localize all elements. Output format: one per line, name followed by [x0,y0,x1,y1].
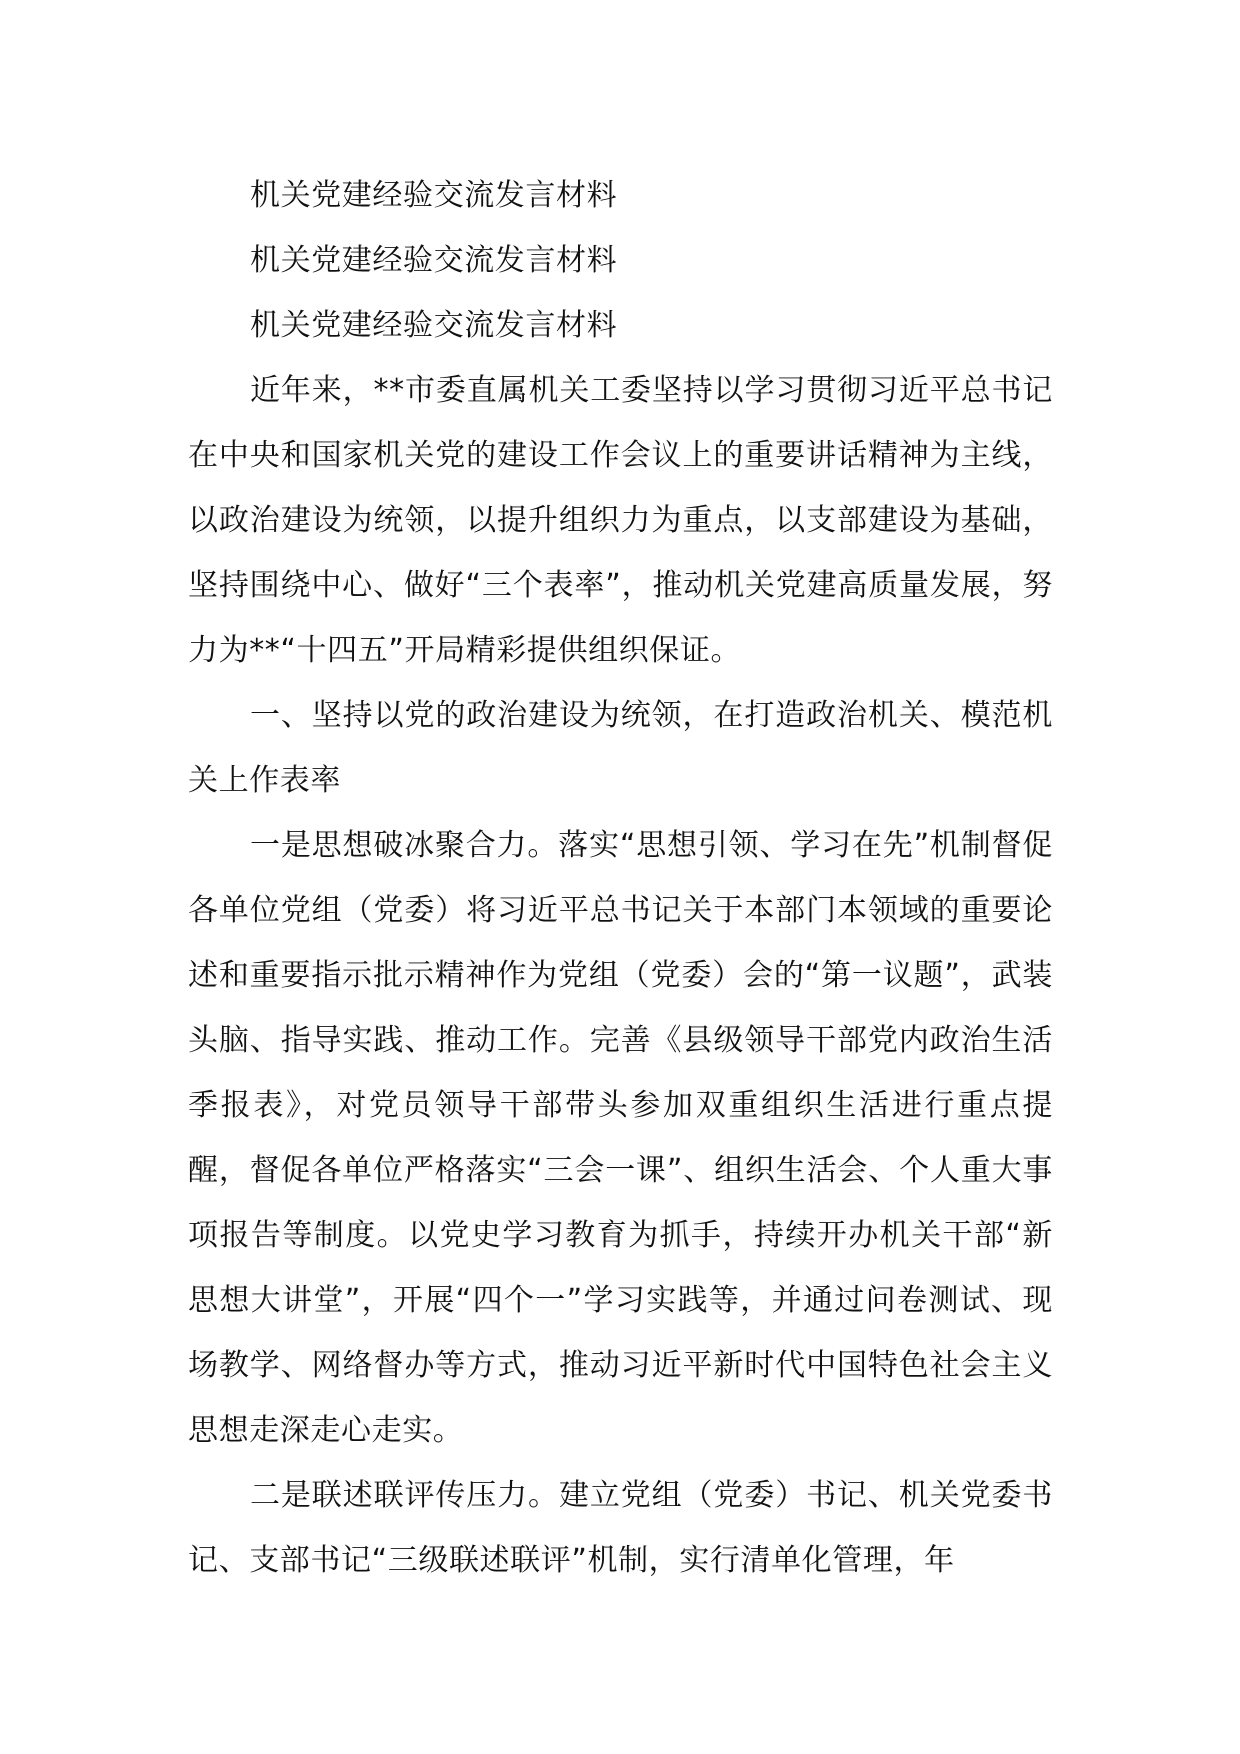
body-paragraph-2: 二是联述联评传压力。建立党组（党委）书记、机关党委书记、支部书记“三级联述联评”机制，实行清单化管理，年 [188,1478,1053,1578]
section-heading-1: 一、坚持以党的政治建设为统领，在打造政治机关、模范机关上作表率 [188,698,1053,798]
body-paragraph-1: 一是思想破冰聚合力。落实“思想引领、学习在先”机制督促各单位党组（党委）将习近平总书记关于本部门本领域的重要论述和重要指示批示精神作为党组（党委）会的“第一议题”，武装头脑、指导实践、推动工作。完善《县级领导干部党内政治生活季报表》，对党员领导干部带头参加双重组织生活进行重点提醒，督促各单位严格落实“三会一课”、组织生活会、个人重大事项报告等制度。以党史学习教育为抓手，持续开办机关干部“新思想大讲堂”，开展“四个一”学习实践等，并通过问卷测试、现场教学、网络督办等方式，推动习近平新时代中国特色社会主义思想走深走心走实。 [188,828,1053,1448]
document-title-line: 机关党建经验交流发言材料 [250,308,618,343]
document-title-line: 机关党建经验交流发言材料 [250,178,618,213]
intro-paragraph: 近年来，**市委直属机关工委坚持以学习贯彻习近平总书记在中央和国家机关党的建设工作会议上的重要讲话精神为主线，以政治建设为统领，以提升组织力为重点，以支部建设为基础，坚持围绕中心、做好“三个表率”，推动机关党建高质量发展，努力为**“十四五”开局精彩提供组织保证。 [188,373,1053,668]
document-body [188,163,1053,1593]
document-title-line: 机关党建经验交流发言材料 [250,243,618,278]
